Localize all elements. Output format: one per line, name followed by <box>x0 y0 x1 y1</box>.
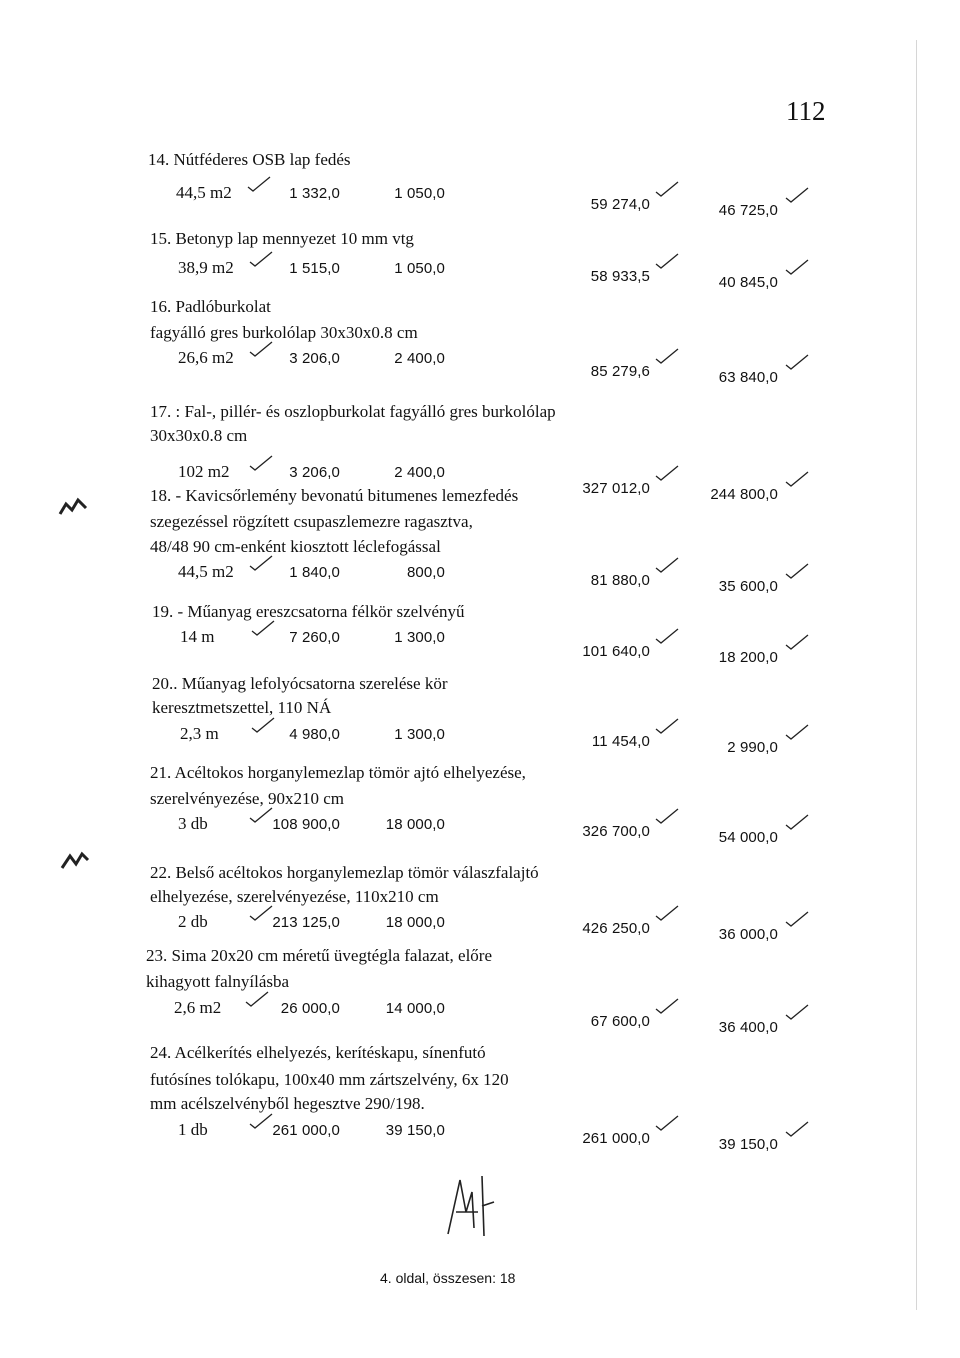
checkmark-tick-icon <box>248 904 274 924</box>
item-total-labor: 54 000,0 <box>718 829 778 846</box>
item-quantity: 3 db <box>178 814 208 833</box>
checkmark-tick-icon <box>654 252 680 272</box>
item-description-line: kihagyott falnyílásba <box>146 972 290 991</box>
checkmark-tick-icon <box>654 556 680 576</box>
page-footer: 4. oldal, összesen: 18 <box>380 1270 516 1286</box>
checkmark-tick-icon <box>784 633 810 653</box>
checkmark-tick-icon <box>784 562 810 582</box>
item-quantity: 26,6 m2 <box>178 348 234 367</box>
item-total-labor: 244 800,0 <box>710 486 778 503</box>
item-total-material: 426 250,0 <box>582 920 650 937</box>
item-total-labor: 63 840,0 <box>718 369 778 386</box>
item-description-line: elhelyezése, szerelvényezése, 110x210 cm <box>150 887 439 906</box>
checkmark-tick-icon <box>654 464 680 484</box>
item-quantity: 1 db <box>178 1120 208 1139</box>
item-description-line: keresztmetszettel, 110 NÁ <box>152 698 332 717</box>
item-unit-price-labor: 1 050,0 <box>394 185 445 202</box>
checkmark-tick-icon <box>250 619 276 639</box>
checkmark-tick-icon <box>784 470 810 490</box>
item-description-line: 48/48 90 cm-enként kiosztott léclefogással <box>150 537 441 556</box>
item-description-line: 16. Padlóburkolat <box>150 297 271 316</box>
item-total-labor: 35 600,0 <box>718 578 778 595</box>
item-unit-price-material: 7 260,0 <box>289 629 340 646</box>
checkmark-tick-icon <box>244 990 270 1010</box>
item-unit-price-material: 1 840,0 <box>289 564 340 581</box>
item-unit-price-material: 4 980,0 <box>289 726 340 743</box>
item-description-line: 15. Betonyp lap mennyezet 10 mm vtg <box>150 229 414 248</box>
item-unit-price-material: 108 900,0 <box>272 816 340 833</box>
item-description-line: 20.. Műanyag lefolyócsatorna szerelése kör <box>152 674 448 693</box>
checkmark-tick-icon <box>654 347 680 367</box>
item-description-line: futósínes tolókapu, 100x40 mm zártszelvény, 6x 120 <box>150 1070 509 1089</box>
item-unit-price-material: 3 206,0 <box>289 350 340 367</box>
checkmark-tick-icon <box>246 175 272 195</box>
page-number: 112 <box>786 96 826 126</box>
item-description-line: mm acélszelvényből hegesztve 290/198. <box>150 1094 425 1113</box>
checkmark-tick-icon <box>250 716 276 736</box>
checkmark-tick-icon <box>654 627 680 647</box>
item-unit-price-material: 261 000,0 <box>272 1122 340 1139</box>
item-unit-price-material: 26 000,0 <box>280 1000 340 1017</box>
item-description-line: 19. - Műanyag ereszcsatorna félkör szelvényű <box>152 602 465 621</box>
checkmark-tick-icon <box>784 723 810 743</box>
checkmark-tick-icon <box>654 997 680 1017</box>
item-description-line: 24. Acélkerítés elhelyezés, kerítéskapu, sínenfutó <box>150 1043 486 1062</box>
checkmark-tick-icon <box>784 1003 810 1023</box>
signature <box>438 1172 498 1242</box>
item-unit-price-material: 3 206,0 <box>289 464 340 481</box>
checkmark-tick-icon <box>654 1114 680 1134</box>
item-total-labor: 40 845,0 <box>718 274 778 291</box>
item-total-material: 101 640,0 <box>582 643 650 660</box>
item-description-line: fagyálló gres burkolólap 30x30x0.8 cm <box>150 323 418 342</box>
item-unit-price-labor: 1 300,0 <box>394 629 445 646</box>
item-quantity: 2,6 m2 <box>174 998 222 1017</box>
item-quantity: 2 db <box>178 912 208 931</box>
checkmark-tick-icon <box>784 258 810 278</box>
item-unit-price-labor: 1 050,0 <box>394 260 445 277</box>
item-total-material: 59 274,0 <box>590 196 650 213</box>
checkmark-tick-icon <box>654 180 680 200</box>
checkmark-tick-icon <box>784 1120 810 1140</box>
item-total-material: 58 933,5 <box>590 268 650 285</box>
item-unit-price-labor: 2 400,0 <box>394 350 445 367</box>
item-description-line: 22. Belső acéltokos horganylemezlap tömör válaszfalajtó <box>150 863 539 882</box>
item-quantity: 38,9 m2 <box>178 258 234 277</box>
checkmark-tick-icon <box>248 806 274 826</box>
item-description-line: 17. : Fal-, pillér- és oszlopburkolat fagyálló gres burkolólap <box>150 402 556 421</box>
item-description-line: 23. Sima 20x20 cm méretű üvegtégla falazat, előre <box>146 946 493 965</box>
item-total-material: 326 700,0 <box>582 823 650 840</box>
checkmark-tick-icon <box>784 186 810 206</box>
item-total-labor: 39 150,0 <box>718 1136 778 1153</box>
item-unit-price-material: 213 125,0 <box>272 914 340 931</box>
item-quantity: 44,5 m2 <box>178 562 234 581</box>
item-total-material: 85 279,6 <box>590 363 650 380</box>
item-total-labor: 46 725,0 <box>718 202 778 219</box>
item-unit-price-labor: 2 400,0 <box>394 464 445 481</box>
checkmark-tick-icon <box>248 1112 274 1132</box>
checkmark-tick-icon <box>248 554 274 574</box>
item-total-material: 11 454,0 <box>591 733 650 750</box>
checkmark-tick-icon <box>248 454 274 474</box>
item-unit-price-material: 1 515,0 <box>289 260 340 277</box>
item-description-line: 18. - Kavicsőrlemény bevonatú bitumenes lemezfedés <box>150 486 519 505</box>
item-unit-price-labor: 1 300,0 <box>394 726 445 743</box>
item-total-material: 67 600,0 <box>590 1013 650 1030</box>
item-total-labor: 2 990,0 <box>727 739 778 756</box>
checkmark-tick-icon <box>654 717 680 737</box>
item-total-labor: 18 200,0 <box>718 649 778 666</box>
checkmark-tick-icon <box>248 340 274 360</box>
checkmark-tick-icon <box>784 353 810 373</box>
item-total-labor: 36 400,0 <box>718 1019 778 1036</box>
page-edge-line <box>916 40 917 1310</box>
item-quantity: 44,5 m2 <box>176 183 232 202</box>
margin-scribble-icon <box>58 496 88 518</box>
item-unit-price-labor: 800,0 <box>406 564 445 581</box>
item-quantity: 2,3 m <box>180 724 219 743</box>
item-description-line: 30x30x0.8 cm <box>150 426 248 445</box>
checkmark-tick-icon <box>654 904 680 924</box>
item-unit-price-labor: 18 000,0 <box>385 816 445 833</box>
item-description-line: szegezéssel rögzített csupaszlemezre ragasztva, <box>150 512 473 531</box>
item-description-line: 14. Nútféderes OSB lap fedés <box>148 150 351 169</box>
item-total-labor: 36 000,0 <box>718 926 778 943</box>
item-total-material: 81 880,0 <box>590 572 650 589</box>
item-total-material: 261 000,0 <box>582 1130 650 1147</box>
item-description-line: 21. Acéltokos horganylemezlap tömör ajtó elhelyezése, <box>150 763 526 782</box>
checkmark-tick-icon <box>654 807 680 827</box>
checkmark-tick-icon <box>784 813 810 833</box>
item-quantity: 102 m2 <box>178 462 230 481</box>
item-unit-price-labor: 39 150,0 <box>385 1122 445 1139</box>
item-unit-price-labor: 18 000,0 <box>385 914 445 931</box>
margin-scribble-icon <box>60 850 90 872</box>
checkmark-tick-icon <box>248 250 274 270</box>
item-unit-price-labor: 14 000,0 <box>385 1000 445 1017</box>
item-unit-price-material: 1 332,0 <box>289 185 340 202</box>
checkmark-tick-icon <box>784 910 810 930</box>
item-description-line: szerelvényezése, 90x210 cm <box>150 789 344 808</box>
item-quantity: 14 m <box>180 627 215 646</box>
item-total-material: 327 012,0 <box>582 480 650 497</box>
